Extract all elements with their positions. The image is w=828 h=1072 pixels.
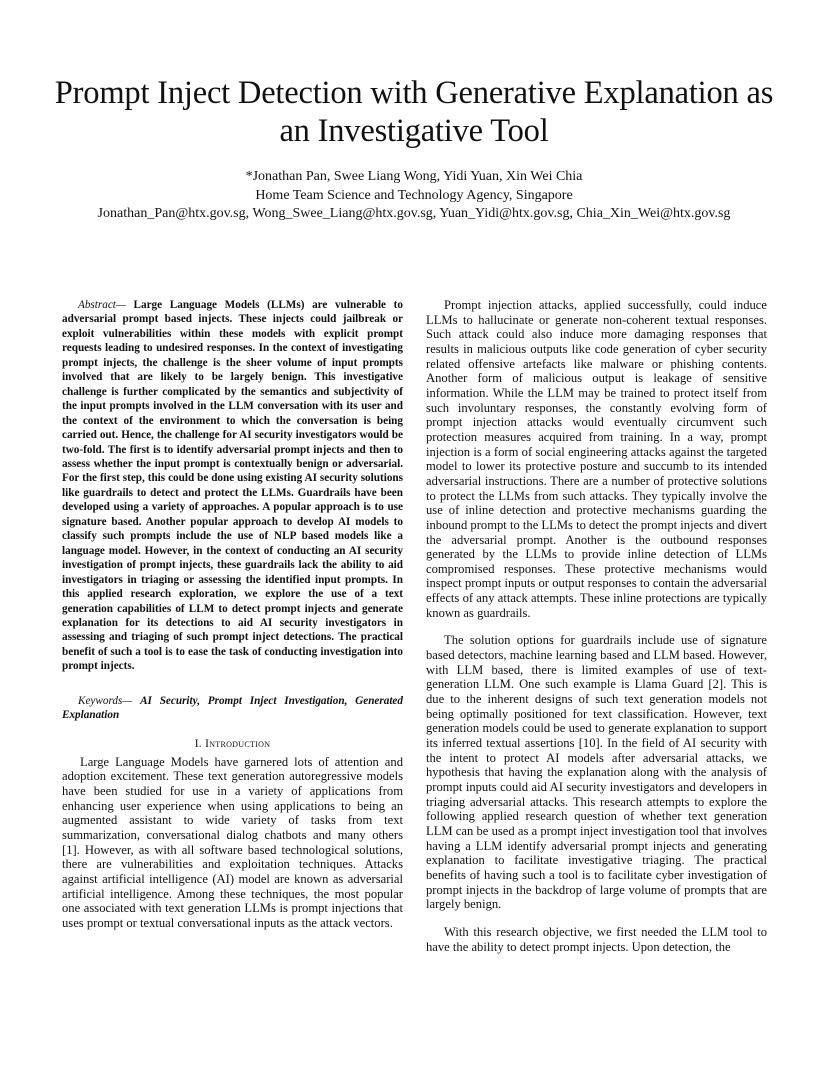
author-affiliation: Home Team Science and Technology Agency, Singapore [255, 187, 573, 203]
author-block [20, 168, 808, 224]
author-names: *Jonathan Pan, Swee Liang Wong, Yidi Yuan, Xin Wei Chia [245, 169, 583, 184]
paper-title: Prompt Inject Detection with Generative Explanation as an Investigative Tool [54, 75, 774, 149]
keywords-text: AI Security, Prompt Inject Investigation, Generated Explanation [62, 694, 403, 722]
left-column [62, 298, 403, 931]
keywords [62, 694, 403, 723]
body-paragraph: Prompt injection attacks, applied successfully, could induce LLMs to hallucinate or generate non-coherent textual responses. Such attack could also induce more damaging responses that results in malicious outputs like code generation of cyber security related offensive artefacts like malware or phishing contents. Another form of malicious output is leakage of sensitive information. While the LLM may be trained to protect itself from such involuntary responses, the constantly evolving form of prompt injection attacks would eventually circumvent such protection measures acquired from training. In a way, prompt injection is a form of social engineering attacks against the targeted model to lower its protective posture and succumb to its intended adversarial instructions. There are a number of protective solutions to protect the LLMs from such attacks. They typically involve the use of inline detection and protective mechanisms guarding the inbound prompt to the LLMs to detect the prompt injects and divert the adversarial prompt. Another is the outbound responses generated by the LLMs to provide inline detection of LLMs compromised responses. These protective mechanisms would inspect prompt inputs or output responses to contain the adversarial effects of any attack attempts. These inline protections are typically known as guardrails. [426, 298, 768, 620]
abstract-dash: — [115, 299, 134, 311]
abstract-label: Abstract [78, 299, 116, 311]
body-paragraph: The solution options for guardrails include use of signature based detectors, machine learning based and LLM based. However, with LLM based, there is limited examples of use of text-generation LLM. One such example is Llama Guard [2]. This is due to the inherent designs of such text generation models not being optimally positioned for text classification. However, text generation models could be used to generate explanation to support its inferred textual assertions [10]. In the field of AI security with the intent to protect AI models after adversarial attacks, we hypothesis that having the explanation along with the analysis of prompt inputs could aid AI security investigators and developers in triaging adversarial attacks. This research attempts to explore the following applied research question of whether text generation LLM can be used as a prompt inject investigation tool that involves having a LLM identify adversarial prompt injects and generating explanation to facilitate investigative triaging. The practical benefits of having such a tool is to facilitate cyber investigation of prompt injects in the backdrop of large volume of prompts that are largely benign. [426, 633, 767, 912]
body-paragraph: With this research objective, we first needed the LLM tool to have the ability to detect prompt injects. Upon detection, the [426, 924, 767, 954]
section-heading-introduction: I. Introduction [194, 737, 271, 750]
keywords-label: Keywords [78, 694, 123, 707]
author-emails: Jonathan_Pan@htx.gov.sg, Wong_Swee_Liang@htx.gov.sg, Yuan_Yidi@htx.gov.sg, Chia_Xin_Wei@htx.gov.sg [97, 206, 731, 222]
keywords-dash: — [122, 694, 141, 707]
right-column [426, 298, 767, 954]
abstract [62, 298, 403, 674]
introduction-paragraph: Large Language Models have garnered lots of attention and adoption excitement. These text generation autoregressive models have been studied for use in a variety of applications from enhancing user experience when using applications to being an augmented assistant to wide variety of tasks from text summarization, conversational dialog chatbots and many others [1]. However, as with all software based technological solutions, there are vulnerabilities and exploitation techniques. Attacks against artificial intelligence (AI) model are known as adversarial artificial intelligence. Among these techniques, the most popular one associated with text generation LLMs is prompt injections that uses prompt or textual conversational inputs as the attack vectors. [62, 754, 403, 930]
abstract-text: Large Language Models (LLMs) are vulnerable to adversarial prompt based injects. These injects could jailbreak or exploit vulnerabilities within these models with explicit prompt requests leading to undesired responses. In the context of investigating prompt injects, the challenge is the sheer volume of input prompts involved that are likely to be largely benign. This investigative challenge is further complicated by the semantics and subjectivity of the input prompts involved in the LLM conversation with its user and the context of the environment to which the conversation is being carried out. Hence, the challenge for AI security investigators would be two-fold. The first is to identify adversarial prompt injects and then to assess whether the input prompt is contextually benign or adversarial. For the first step, this could be done using existing AI security solutions like guardrails to detect and protect the LLMs. Guardrails have been developed using a variety of approaches. A popular approach is to use signature based. Another popular approach to develop AI models to classify such prompts include the use of NLP based models like a language model. However, in the context of conducting an AI security investigation of prompt injects, these guardrails lack the ability to aid investigators in triaging or assessing the identified input prompts. In this applied research exploration, we explore the use of a text generation capabilities of LLM to detect prompt injects and generate explanation for its detections to aid AI security investigators in assessing and triaging of such prompt inject detections. The practical benefit of such a tool is to ease the task of conducting investigation into prompt injects. [62, 299, 403, 673]
